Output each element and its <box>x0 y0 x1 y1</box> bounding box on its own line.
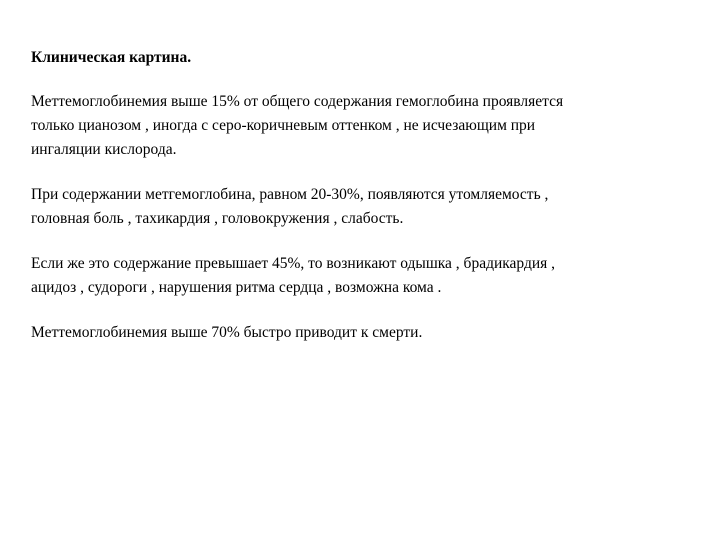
paragraph-line: головная боль , тахикардия , головокружения , слабость. <box>31 210 404 227</box>
paragraph-line: При содержании метгемоглобина, равном 20-30%, появляются утомляемость , <box>31 186 549 203</box>
document-body <box>31 46 671 366</box>
paragraph-line: только цианозом , иногда с серо-коричневым оттенком , не исчезающим при <box>31 117 536 134</box>
paragraph-line: Меттемоглобинемия выше 70% быстро приводит к смерти. <box>31 324 423 341</box>
paragraph-threshold-45 <box>31 252 671 300</box>
paragraph-threshold-70 <box>31 321 671 345</box>
paragraph-line: ингаляции кислорода. <box>31 141 177 158</box>
paragraph-threshold-20-30 <box>31 183 671 231</box>
paragraph-line: ацидоз , судороги , нарушения ритма сердца , возможна кома . <box>31 279 442 296</box>
paragraph-threshold-15 <box>31 90 671 162</box>
paragraph-line: Если же это содержание превышает 45%, то возникают одышка , брадикардия , <box>31 255 556 272</box>
document-heading: Клиническая картина. <box>31 49 192 66</box>
paragraph-line: Меттемоглобинемия выше 15% от общего содержания гемоглобина проявляется <box>31 93 564 110</box>
